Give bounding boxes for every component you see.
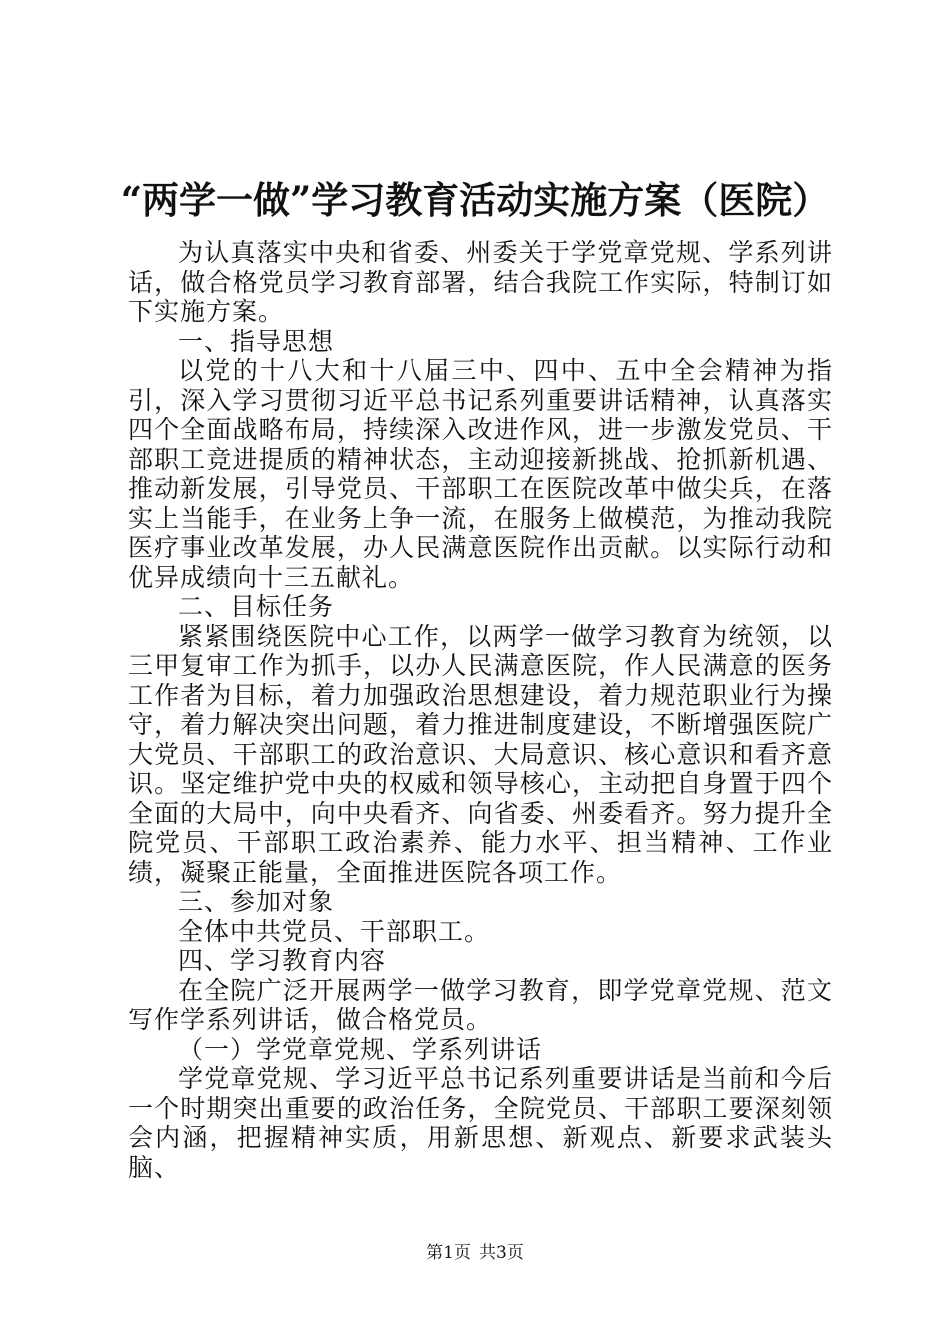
section-heading-participants: 三、参加对象 xyxy=(178,887,335,916)
content-paragraph: 在全院广泛开展两学一做学习教育，即学党章党规、范文写作学系列讲话，做合格党员。 xyxy=(128,975,833,1034)
study-paragraph: 学党章党规、学习近平总书记系列重要讲话是当前和今后一个时期突出重要的政治任务，全院党员、干部职工要深刻领会内涵，把握精神实质，用新思想、新观点、新要求武装头脑、 xyxy=(128,1064,833,1182)
section-heading-goals: 二、目标任务 xyxy=(178,592,335,621)
section-heading-guiding-ideology: 一、指导思想 xyxy=(178,326,335,356)
guiding-ideology-paragraph: 以党的十八大和十八届三中、四中、五中全会精神为指引，深入学习贯彻习近平总书记系列重要讲话精神，认真落实四个全面战略布局，持续深入改进作风，进一步激发党员、干部职工竞进提质的精神状态，主动迎接新挑战、抢抓新机遇、推动新发展，引导党员、干部职工在医院改革中做尖兵，在落实上当能手，在业务上争一流，在服务上做模范，为推动我院医疗事业改革发展，办人民满意医院作出贡献。以实际行动和优异成绩向十三五献礼。 xyxy=(128,356,833,592)
document-title: “两学一做”学习教育活动实施方案（医院） xyxy=(120,178,830,222)
goals-paragraph: 紧紧围绕医院中心工作，以两学一做学习教育为统领，以三甲复审工作为抓手，以办人民满意医院，作人民满意的医务工作者为目标，着力加强政治思想建设，着力规范职业行为操守，着力解决突出问题，着力推进制度建设，不断增强医院广大党员、干部职工的政治意识、大局意识、核心意识和看齐意识。坚定维护党中央的权威和领导核心，主动把自身置于四个全面的大局中，向中央看齐、向省委、州委看齐。努力提升全院党员、干部职工政治素养、能力水平、担当精神、工作业绩，凝聚正能量，全面推进医院各项工作。 xyxy=(128,621,833,887)
section-heading-content: 四、学习教育内容 xyxy=(178,946,387,975)
total-pages: 共3页 xyxy=(479,1243,524,1263)
subsection-heading-study: （一）学党章党规、学系列讲话 xyxy=(178,1034,543,1064)
participants-paragraph: 全体中共党员、干部职工。 xyxy=(178,916,491,946)
intro-paragraph: 为认真落实中央和省委、州委关于学党章党规、学系列讲话，做合格党员学习教育部署，结合我院工作实际，特制订如下实施方案。 xyxy=(128,238,833,326)
page-number: 第1页 xyxy=(426,1243,471,1263)
page-footer xyxy=(0,1242,950,1264)
document-body xyxy=(128,238,833,1182)
